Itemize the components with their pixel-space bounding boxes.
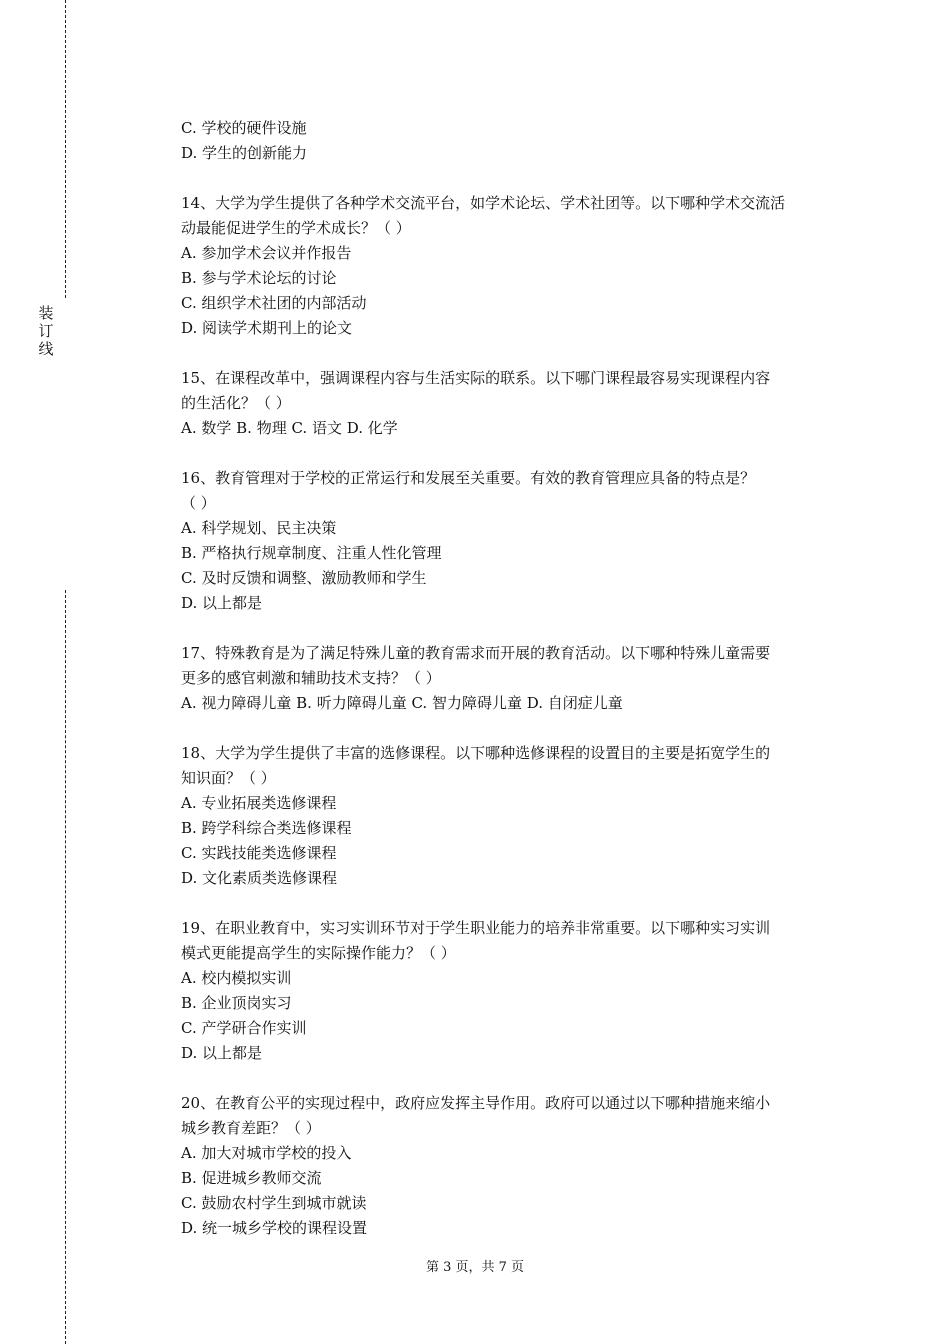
binding-dashed-line-bottom: [65, 590, 66, 1344]
question-block: [181, 116, 841, 166]
question-stem-line: 19、在职业教育中，实习实训环节对于学生职业能力的培养非常重要。以下哪种实习实训: [181, 919, 771, 937]
question-block: [181, 641, 841, 716]
answer-option: A. 科学规划、民主决策: [181, 519, 337, 537]
question-stem-line: 更多的感官刺激和辅助技术支持？（ ）: [181, 669, 441, 687]
binding-dashed-line-top: [65, 0, 66, 298]
answer-option: A. 视力障碍儿童 B. 听力障碍儿童 C. 智力障碍儿童 D. 自闭症儿童: [181, 694, 623, 712]
answer-option: D. 以上都是: [181, 594, 263, 612]
binding-label: [36, 304, 56, 358]
question-stem-line: 20、在教育公平的实现过程中，政府应发挥主导作用。政府可以通过以下哪种措施来缩小: [181, 1094, 771, 1112]
answer-option: B. 跨学科综合类选修课程: [181, 819, 352, 837]
answer-option: C. 鼓励农村学生到城市就读: [181, 1194, 367, 1212]
answer-option: C. 实践技能类选修课程: [181, 844, 337, 862]
answer-option: A. 数学 B. 物理 C. 语文 D. 化学: [181, 419, 398, 437]
question-stem-line: 14、大学为学生提供了各种学术交流平台，如学术论坛、学术社团等。以下哪种学术交流活: [181, 194, 786, 212]
answer-option: C. 学校的硬件设施: [181, 119, 307, 137]
answer-option: A. 专业拓展类选修课程: [181, 794, 337, 812]
question-block: [181, 741, 841, 891]
question-stem-line: 18、大学为学生提供了丰富的选修课程。以下哪种选修课程的设置目的主要是拓宽学生的: [181, 744, 771, 762]
answer-option: B. 参与学术论坛的讨论: [181, 269, 337, 287]
answer-option: D. 阅读学术期刊上的论文: [181, 319, 353, 337]
question-stem-line: 模式更能提高学生的实际操作能力？（ ）: [181, 944, 456, 962]
answer-option: A. 参加学术会议并作报告: [181, 244, 352, 262]
question-stem-line: 15、在课程改革中，强调课程内容与生活实际的联系。以下哪门课程最容易实现课程内容: [181, 369, 771, 387]
question-stem-line: 动最能促进学生的学术成长？（ ）: [181, 219, 411, 237]
answer-option: C. 产学研合作实训: [181, 1019, 307, 1037]
answer-option: D. 以上都是: [181, 1044, 263, 1062]
question-block: [181, 916, 841, 1066]
question-stem-line: 16、教育管理对于学校的正常运行和发展至关重要。有效的教育管理应具备的特点是？: [181, 469, 756, 487]
question-stem-line: 17、特殊教育是为了满足特殊儿童的教育需求而开展的教育活动。以下哪种特殊儿童需要: [181, 644, 771, 662]
binding-label-char: 装: [38, 304, 54, 322]
answer-option: D. 学生的创新能力: [181, 144, 308, 162]
question-stem-line: 城乡教育差距？（ ）: [181, 1119, 321, 1137]
question-list: [181, 116, 841, 1241]
page-footer: 第 3 页，共 7 页: [425, 1260, 525, 1275]
answer-option: C. 及时反馈和调整、激励教师和学生: [181, 569, 427, 587]
question-block: [181, 466, 841, 616]
question-stem-line: 知识面？（ ）: [181, 769, 276, 787]
answer-option: B. 严格执行规章制度、注重人性化管理: [181, 544, 442, 562]
question-block: [181, 366, 841, 441]
answer-option: D. 统一城乡学校的课程设置: [181, 1219, 368, 1237]
question-stem-line: （ ）: [181, 494, 216, 512]
question-block: [181, 191, 841, 341]
binding-label-char: 订: [38, 322, 54, 340]
answer-option: C. 组织学术社团的内部活动: [181, 294, 367, 312]
binding-label-char: 线: [38, 340, 54, 358]
answer-option: A. 校内模拟实训: [181, 969, 292, 987]
answer-option: B. 促进城乡教师交流: [181, 1169, 322, 1187]
answer-option: D. 文化素质类选修课程: [181, 869, 338, 887]
answer-option: A. 加大对城市学校的投入: [181, 1144, 352, 1162]
answer-option: B. 企业顶岗实习: [181, 994, 292, 1012]
question-block: [181, 1091, 841, 1241]
question-stem-line: 的生活化？（ ）: [181, 394, 291, 412]
